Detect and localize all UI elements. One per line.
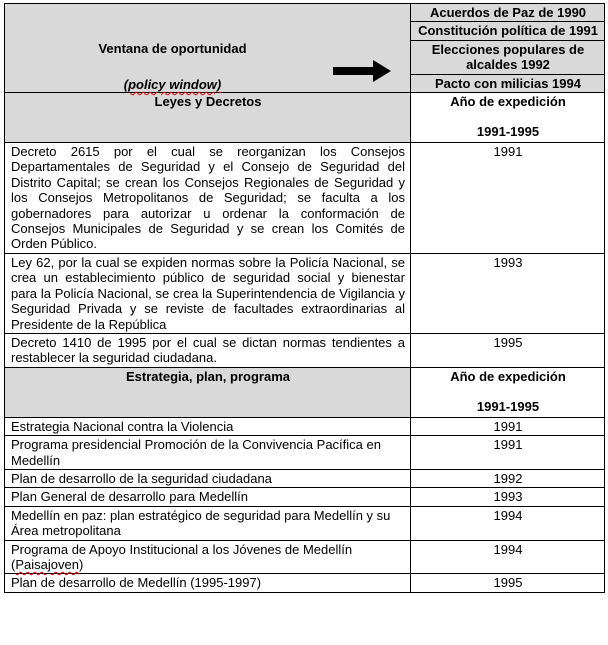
strategy-text <box>5 540 411 574</box>
strategy-year: 1994 <box>411 506 605 540</box>
law-year: 1995 <box>411 333 605 367</box>
year-range-label: 1991-1995 <box>476 124 540 140</box>
law-text: Ley 62, por la cual se expiden normas sobre la Policía Nacional, se crea un establecimiento público de seguridad social y bienestar para la Policía Nacional, se crea la Superintendencia de Vigilancia y Seguridad Privada y se reviste de facultades extraordinarias al Presidente de la República <box>5 253 411 333</box>
table-row <box>5 574 605 592</box>
laws-header-row <box>5 93 605 143</box>
strategy-text: Plan de desarrollo de la seguridad ciudadana <box>5 469 411 487</box>
law-year: 1991 <box>411 143 605 254</box>
law-year: 1993 <box>411 253 605 333</box>
year-range-label: 1991-1995 <box>476 399 540 415</box>
strategy-text: Programa presidencial Promoción de la Convivencia Pacífica en Medellín <box>5 436 411 470</box>
strategies-header: Estrategia, plan, programa <box>5 367 411 417</box>
policy-window-cell <box>5 4 411 93</box>
strategy-year: 1994 <box>411 540 605 574</box>
law-text: Decreto 2615 por el cual se reorganizan los Consejos Departamentales de Seguridad y el Consejo de Seguridad del Distrito Capital; se crean los Consejos Regionales de Seguridad y los Consejos Metropolitanos de Seguridad; se faculta a los gobernadores para autorizar u ordenar la conformación de Consejos Municipales de Seguridad y se crean los Comités de Orden Público. <box>5 143 411 254</box>
policy-window-subtitle: (policy window) <box>123 77 222 92</box>
strategies-header-row <box>5 367 605 417</box>
strategy-year: 1991 <box>411 436 605 470</box>
strategy-text-marked: Paisajoven <box>15 556 79 572</box>
event-item: Constitución política de 1991 <box>411 22 605 40</box>
year-header-label: Año de expedición <box>450 94 566 110</box>
strategy-year: 1992 <box>411 469 605 487</box>
strategy-text: Estrategia Nacional contra la Violencia <box>5 417 411 435</box>
table-row <box>5 469 605 487</box>
event-item: Acuerdos de Paz de 1990 <box>411 4 605 22</box>
strategy-year: 1993 <box>411 488 605 506</box>
policy-window-row <box>5 4 605 22</box>
arrow-right-icon <box>333 60 391 82</box>
policy-table <box>4 3 605 593</box>
event-item: Pacto con milicias 1994 <box>411 74 605 92</box>
table-row <box>5 417 605 435</box>
law-text: Decreto 1410 de 1995 por el cual se dictan normas tendientes a restablecer la seguridad ciudadana. <box>5 333 411 367</box>
table-row <box>5 506 605 540</box>
laws-year-header <box>411 93 605 143</box>
table-row <box>5 143 605 254</box>
strategy-text: Plan General de desarrollo para Medellín <box>5 488 411 506</box>
strategies-year-header <box>411 367 605 417</box>
strategy-year: 1995 <box>411 574 605 592</box>
table-row <box>5 333 605 367</box>
event-item: Elecciones populares de alcaldes 1992 <box>411 40 605 74</box>
policy-window-title: Ventana de oportunidad <box>98 41 247 56</box>
strategy-text-end: ) <box>78 556 84 572</box>
strategy-text-main: Programa de Apoyo Institucional a los Jóvenes de Medellín ( <box>11 541 353 572</box>
strategy-year: 1991 <box>411 417 605 435</box>
table-row <box>5 540 605 574</box>
laws-header: Leyes y Decretos <box>5 93 411 143</box>
strategy-text: Medellín en paz: plan estratégico de seguridad para Medellín y su Área metropolitana <box>5 506 411 540</box>
strategy-text: Plan de desarrollo de Medellín (1995-1997) <box>5 574 411 592</box>
table-row <box>5 253 605 333</box>
year-header-label: Año de expedición <box>450 368 566 384</box>
table-row <box>5 488 605 506</box>
table-row <box>5 436 605 470</box>
